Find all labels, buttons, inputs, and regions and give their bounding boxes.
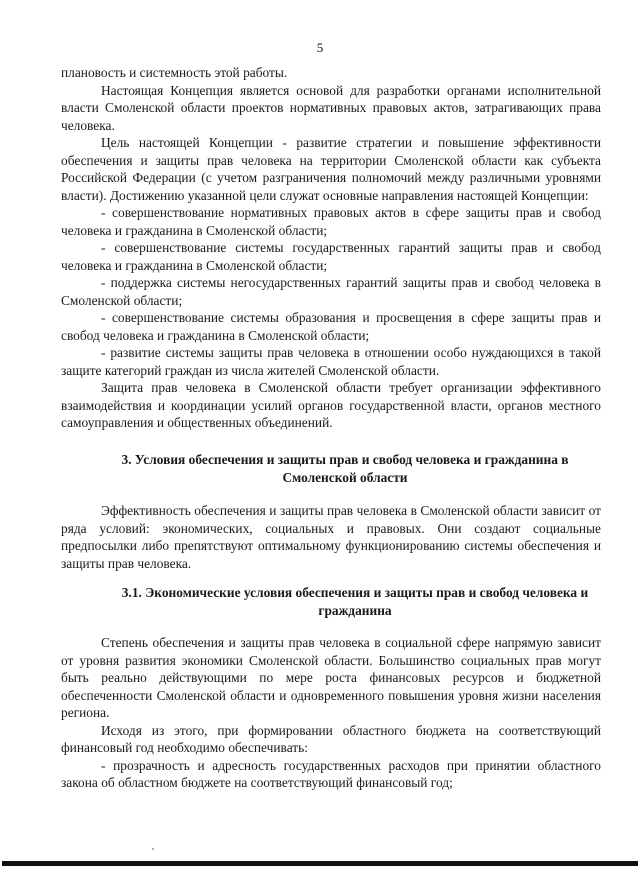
scan-edge-rule xyxy=(2,861,638,866)
section-3-text xyxy=(61,502,601,572)
list-item: - совершенствование нормативных правовых актов в сфере защиты прав и свобод человека и гражданина в Смоленской области; xyxy=(61,205,601,238)
list-item: - развитие системы защиты прав человека в отношении особо нуждающихся в такой защите категорий граждан из числа жителей Смоленской области. xyxy=(61,345,601,378)
page-number: 5 xyxy=(316,40,324,55)
section-3-1-text xyxy=(61,634,601,792)
list-item: - поддержка системы негосударственных гарантий защиты прав и свобод человека в Смоленской области; xyxy=(61,275,601,308)
paragraph: Защита прав человека в Смоленской области требует организации эффективного взаимодействия и координации усилий органов государственной власти, органов местного самоуправления и общественных объединений. xyxy=(61,380,601,430)
scan-speck xyxy=(152,848,154,850)
section-3-1-heading: 3.1. Экономические условия обеспечения и защиты прав и свобод человека и гражданина xyxy=(121,585,589,618)
list-item: - совершенствование системы государственных гарантий защиты прав и свобод человека и гражданина в Смоленской области; xyxy=(61,240,601,273)
section-2-text xyxy=(61,64,601,432)
paragraph: Эффективность обеспечения и защиты прав человека в Смоленской области зависит от ряда условий: экономических, социальных и правовых. Они создают социальные предпосылки либо препятствуют оптимальному функционированию системы обеспечения и защиты прав человека. xyxy=(61,503,601,571)
list-item: - прозрачность и адресность государственных расходов при принятии областного закона об областном бюджете на соответствующий финансовый год; xyxy=(61,757,601,790)
paragraph: Цель настоящей Концепции - развитие стратегии и повышение эффективности обеспечения и защиты прав человека на территории Смоленской области как субъекта Российской Федерации (с учетом разграничения полномочий между различными уровнями власти). Достижению указанной цели служат основные направления настоящей Концепции: xyxy=(61,135,601,203)
paragraph: Степень обеспечения и защиты прав человека в социальной сфере напрямую зависит от уровня развития экономики Смоленской области. Большинство социальных прав могут быть реально действующими по мере роста финансовых ресурсов и бюджетной обеспеченности Смоленской области и одновременного повышения уровня жизни населения региона. xyxy=(61,635,601,720)
paragraph: Настоящая Концепция является основой для разработки органами исполнительной власти Смоленской области проектов нормативных правовых актов, затрагивающих права человека. xyxy=(61,82,601,133)
paragraph: плановость и системность этой работы. xyxy=(61,65,288,80)
paragraph: Исходя из этого, при формировании областного бюджета на соответствующий финансовый год необходимо обеспечивать: xyxy=(61,722,601,755)
list-item: - совершенствование системы образования и просвещения в сфере защиты прав и свобод человека и гражданина в Смоленской области; xyxy=(61,310,601,343)
section-3-heading: 3. Условия обеспечения и защиты прав и свобод человека и гражданина в Смоленской области xyxy=(121,452,569,485)
